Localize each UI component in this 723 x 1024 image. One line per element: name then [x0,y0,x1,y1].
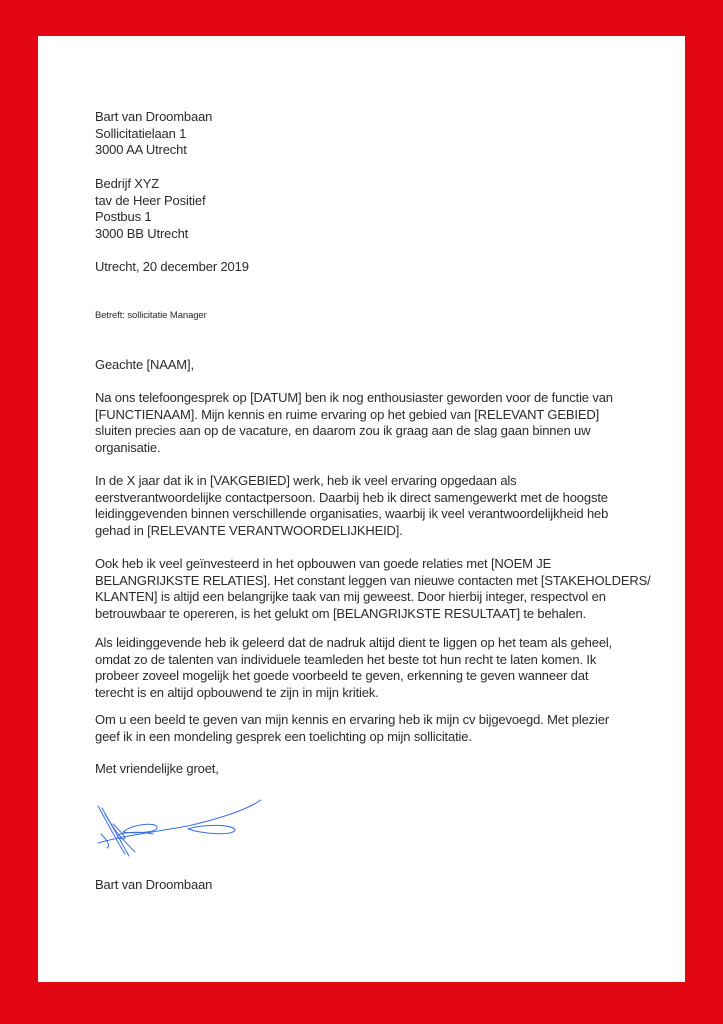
paragraph-line: terecht is en altijd opbouwend te zijn in mijn kritiek. [95,684,379,700]
sender-street: Sollicitatielaan 1 [95,125,187,141]
recipient-city: 3000 BB Utrecht [95,225,189,241]
sender-city: 3000 AA Utrecht [95,142,187,158]
paragraph-line: betrouwbaar te opereren, is het gelukt om [BELANGRIJKSTE RESULTAAT] te behalen. [95,605,587,621]
paragraph-line: eerstverantwoordelijke contactpersoon. Daarbij heb ik direct samengewerkt met de hoogste [95,489,608,505]
paragraph-line: gehad in [RELEVANTE VERANTWOORDELIJKHEID]. [95,522,403,538]
paragraph-line: sluiten precies aan op de vacature, en daarom zou ik graag aan de slag gaan binnen uw [95,423,591,439]
paragraph-line: Na ons telefoongesprek op [DATUM] ben ik nog enthousiaster geworden voor de functie van [95,390,613,405]
paragraph-line: In de X jaar dat ik in [VAKGEBIED] werk, heb ik veel ervaring opgedaan als [95,473,517,488]
paragraph-3 [95,556,651,622]
paragraph-4 [95,635,612,701]
paragraph-line: probeer zoveel mogelijk het goede voorbeeld te geven, erkenning te geven wanneer dat [95,668,589,684]
paragraph-line: leidinggevenden binnen verschillende organisaties, waarbij ik veel verantwoordelijkheid heb [95,506,609,522]
sender-address [95,109,212,159]
recipient-attention: tav de Heer Positief [95,192,206,208]
date-line: Utrecht, 20 december 2019 [95,259,249,274]
signature-icon [93,794,273,874]
paragraph-line: geef ik in een mondeling gesprek een toelichting op mijn sollicitatie. [95,728,472,744]
paragraph-line: BELANGRIJKSTE RELATIES]. Het constant leggen van nieuwe contacten met [STAKEHOLDERS/ [95,572,651,588]
recipient-postbox: Postbus 1 [95,209,152,225]
letter-page [38,36,685,982]
recipient-address [95,176,205,242]
salutation: Geachte [NAAM], [95,357,194,372]
signature-name: Bart van Droombaan [95,877,213,892]
recipient-company: Bedrijf XYZ [95,176,160,191]
paragraph-line: [FUNCTIENAAM]. Mijn kennis en ruime ervaring op het gebied van [RELEVANT GEBIED] [95,406,600,422]
sender-name: Bart van Droombaan [95,109,213,124]
paragraph-line: Om u een beeld te geven van mijn kennis en ervaring heb ik mijn cv bijgevoegd. Met plezier [95,712,610,727]
paragraph-line: Als leidinggevende heb ik geleerd dat de nadruk altijd dient te liggen op het team als geheel, [95,635,613,650]
paragraph-line: organisatie. [95,439,161,455]
paragraph-line: omdat zo de talenten van individuele teamleden het beste tot hun recht te laten komen. Ik [95,651,597,667]
paragraph-1 [95,390,613,456]
subject-line: Betreft: sollicitatie Manager [95,310,207,321]
closing: Met vriendelijke groet, [95,761,219,776]
paragraph-line: KLANTEN] is altijd een belangrijke taak van mij geweest. Door hierbij integer, respectvol en [95,589,606,605]
paragraph-2 [95,473,608,539]
paragraph-line: Ook heb ik veel geïnvesteerd in het opbouwen van goede relaties met [NOEM JE [95,556,552,571]
paragraph-5 [95,712,609,745]
